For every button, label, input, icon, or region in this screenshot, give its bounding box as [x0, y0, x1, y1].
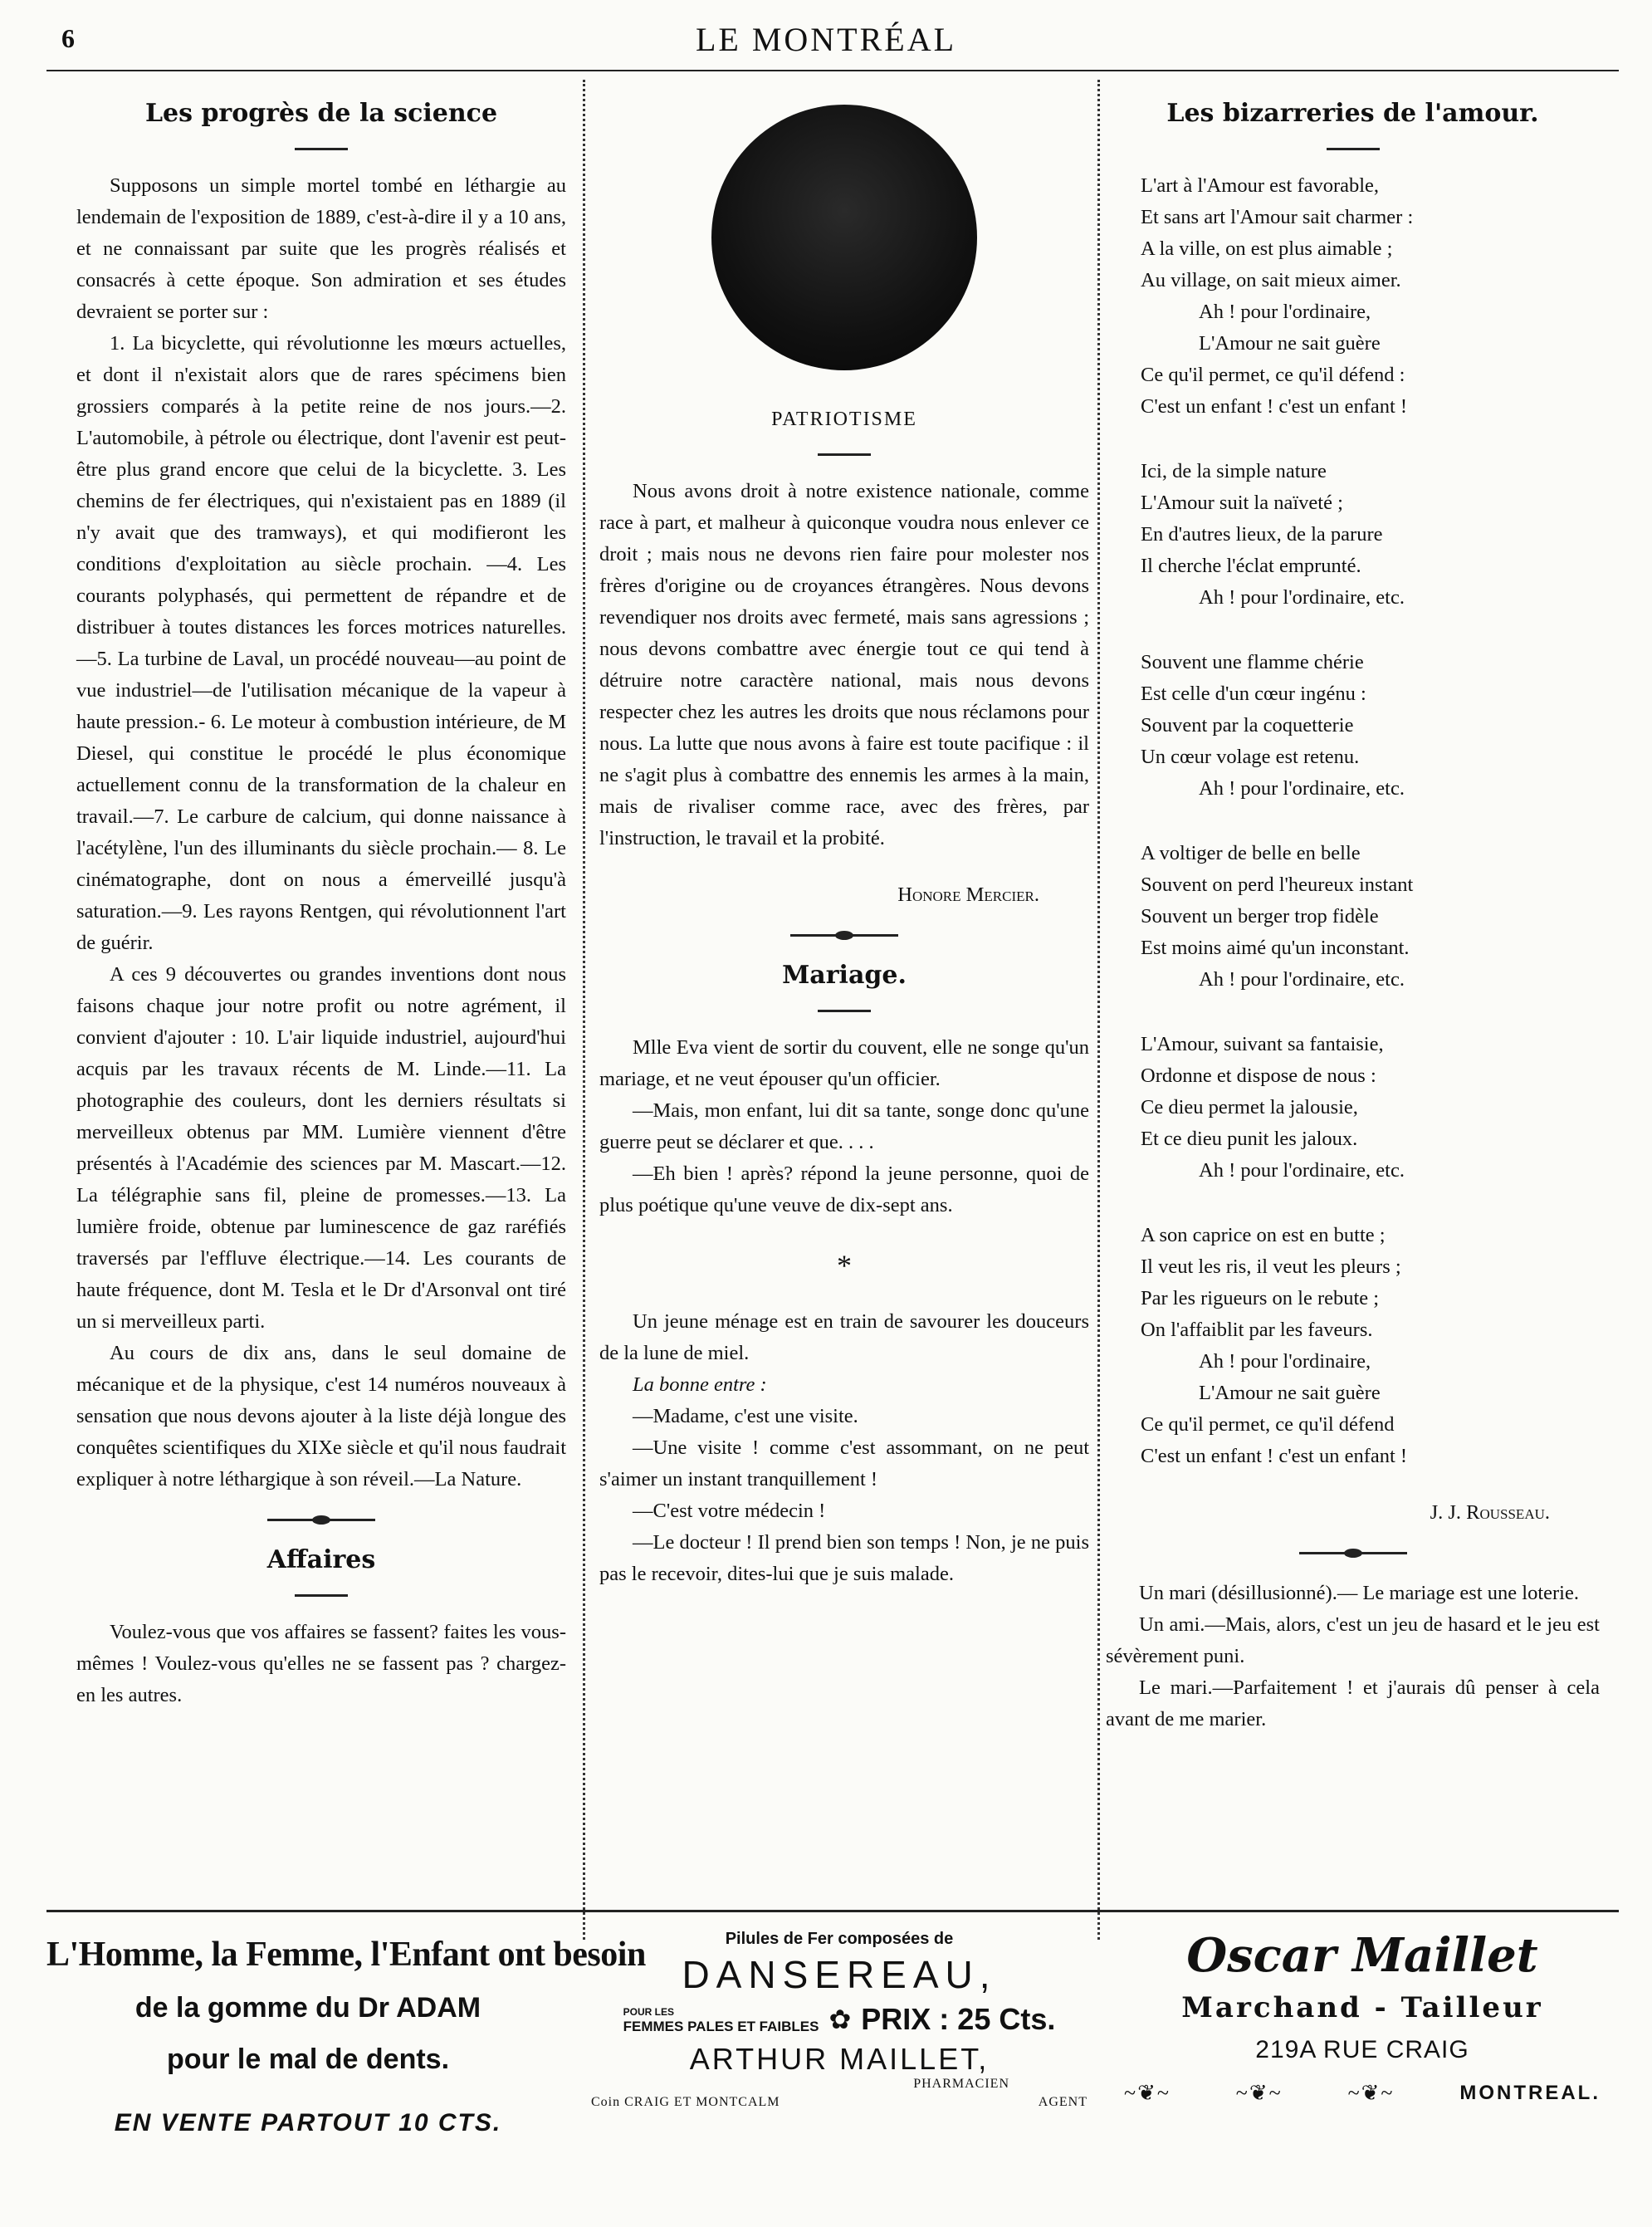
poem-line: Ah ! pour l'ordinaire, etc.: [1199, 586, 1405, 609]
affaires-paragraph: Voulez-vous que vos affaires se fassent? faites les vous-mêmes ! Voulez-vous qu'elles ne se fassent pas ? chargez-en les autres.: [76, 1621, 566, 1706]
affaires-title: Affaires: [266, 1545, 376, 1574]
poem-line: Ici, de la simple nature: [1141, 460, 1327, 482]
title-rule: [295, 1594, 348, 1597]
adam-footer: EN VENTE PARTOUT 10 CTS.: [114, 2109, 502, 2136]
poem-line: Ah ! pour l'ordinaire,: [1199, 1350, 1371, 1373]
poem-line: Souvent un berger trop fidèle: [1141, 905, 1379, 928]
column-divider-2: [1097, 80, 1100, 1940]
poem-line: Un cœur volage est retenu.: [1141, 746, 1360, 768]
adam-line: pour le mal de dents.: [166, 2043, 450, 2075]
dansereau-target: [623, 2004, 819, 2034]
mariage-paragraph: —Le docteur ! Il prend bien son temps ! Non, je ne puis pas le recevoir, dites-lui que je suis malade.: [599, 1531, 1089, 1585]
dansereau-name: ARTHUR MAILLET,: [689, 2042, 990, 2076]
poem-line: Ce qu'il permet, ce qu'il défend: [1141, 1413, 1395, 1436]
mariage-paragraph: —Une visite ! comme c'est assommant, on ne peut s'aimer un instant tranquillement !: [599, 1437, 1089, 1490]
mari-paragraph: Un ami.—Mais, alors, c'est un jeu de hasard et le jeu est sévèrement puni.: [1106, 1613, 1600, 1667]
flourish-icon: ~❦~: [1347, 2081, 1395, 2105]
poem-line: Et sans art l'Amour sait charmer :: [1141, 206, 1414, 228]
section-ornament: [1299, 1552, 1407, 1554]
patriotisme-paragraph: Nous avons droit à notre existence nationale, comme race à part, et malheur à quiconque voudra nous enlever ce droit ; mais nous ne devons rien faire pour molester nos frères d'origine ou de croyances étrangères. Nous devons revendiquer nos droits avec fermeté, mais sans agressions ; nous devons combattre avec énergie tout ce qui tend à détruire notre caractère national, mais nous devons respecter chez les autres les droits que nous réclamons pour nous. La lutte que nous avons à faire est toute pacifique : il ne s'agit plus à combattre des ennemis les armes à la main, mais de rivaliser comme race, avec des frères, par l'instruction, le travail et la probité.: [599, 480, 1089, 849]
dansereau-price: PRIX : 25 Cts.: [861, 2002, 1056, 2036]
flourish-icon: ~❦~: [1235, 2081, 1283, 2105]
header-rule: [46, 70, 1619, 71]
poem-line: Par les rigueurs on le rebute ;: [1141, 1287, 1380, 1309]
poem-line: A son caprice on est en butte ;: [1141, 1224, 1386, 1246]
amour-signature: J. J. Rousseau.: [1430, 1501, 1550, 1524]
advert-adam: [46, 1920, 646, 2185]
poem-stanza: [1106, 1220, 1600, 1472]
maillet-trade: Marchand - Tailleur: [1181, 1991, 1543, 2024]
column-right: [1106, 91, 1600, 1735]
science-paragraph: Supposons un simple mortel tombé en léthargie au lendemain de l'exposition de 1889, c'est-à-dire il y a 10 ans, et ne connaissant par suite que les progrès réalisés et consacrés à cette époque. Son admiration et ses études devraient se porter sur :: [76, 174, 566, 323]
patriotisme-caption: PATRIOTISME: [771, 409, 917, 430]
poem-line: Est celle d'un cœur ingénu :: [1141, 683, 1366, 705]
mari-paragraph: Un mari (désillusionné).— Le mariage est une loterie.: [1139, 1582, 1579, 1604]
science-paragraph: Au cours de dix ans, dans le seul domaine de mécanique et de la physique, c'est 14 numéros nouveaux à sensation que nous devons ajouter à la liste déjà longue des conquêtes scientifiques du XIXe siècle et qu'il nous faudrait expliquer à notre léthargique à son réveil.—La Nature.: [76, 1342, 566, 1490]
dansereau-agent: AGENT: [1038, 2095, 1087, 2109]
poem-line: Ah ! pour l'ordinaire, etc.: [1199, 1159, 1405, 1182]
poem-line: Est moins aimé qu'un inconstant.: [1141, 937, 1410, 959]
mariage-paragraph: —Madame, c'est une visite.: [633, 1405, 858, 1427]
amour-title: Les bizarreries de l'amour.: [1166, 99, 1539, 128]
mariage-paragraph: La bonne entre :: [633, 1373, 767, 1396]
maillet-city-row: [1109, 2081, 1615, 2106]
title-rule: [818, 453, 871, 456]
science-title: Les progrès de la science: [144, 99, 498, 128]
page-number: 6: [61, 23, 75, 53]
adam-line: de la gomme du Dr ADAM: [134, 1992, 481, 2024]
maillet-city: MONTREAL.: [1459, 2082, 1601, 2104]
poem-line: Il veut les ris, il veut les pleurs ;: [1141, 1255, 1401, 1278]
mari-paragraph: Le mari.—Parfaitement ! et j'aurais dû penser à cela avant de me marier.: [1106, 1676, 1600, 1730]
column-middle: [599, 91, 1089, 1590]
poem-line: Ce dieu permet la jalousie,: [1141, 1096, 1358, 1118]
poem-stanza: [1106, 838, 1600, 996]
advert-rule: [46, 1910, 1619, 1912]
poem-stanza: [1106, 170, 1600, 423]
poem-line: Au village, on sait mieux aimer.: [1141, 269, 1401, 291]
dansereau-bottom: [578, 2095, 1101, 2110]
poem-stanza: [1106, 456, 1600, 614]
maillet-address: 219A RUE CRAIG: [1255, 2036, 1469, 2063]
portrait-medallion: [711, 105, 977, 370]
mariage-paragraph: —Mais, mon enfant, lui dit sa tante, songe donc qu'une guerre peut se déclarer et que. . . .: [599, 1099, 1089, 1153]
poem-line: L'Amour suit la naïveté ;: [1141, 492, 1343, 514]
mariage-paragraph: —C'est votre médecin !: [633, 1500, 826, 1522]
poem-line: L'Amour ne sait guère: [1199, 1382, 1381, 1404]
poem-line: Il cherche l'éclat emprunté.: [1141, 555, 1361, 577]
column-divider-1: [583, 80, 585, 1940]
poem-line: Souvent une flamme chérie: [1141, 651, 1364, 673]
poem-line: Ah ! pour l'ordinaire, etc.: [1199, 968, 1405, 991]
dansereau-role: PHARMACIEN: [913, 2077, 1009, 2091]
dansereau-target-text: FEMMES PALES ET FAIBLES: [623, 2019, 819, 2034]
poem-line: Ah ! pour l'ordinaire,: [1199, 301, 1371, 323]
flower-icon: ✿: [828, 2004, 852, 2034]
poem-line: L'Amour ne sait guère: [1199, 332, 1381, 355]
poem-line: Ordonne et dispose de nous :: [1141, 1065, 1376, 1087]
masthead: LE MONTRÉAL: [695, 21, 957, 58]
advert-maillet: [1109, 1920, 1615, 2185]
poem-line: Et ce dieu punit les jaloux.: [1141, 1128, 1358, 1150]
mariage-paragraph: —Eh bien ! après? répond la jeune personne, quoi de plus poétique qu'une veuve de dix-sept ans.: [599, 1162, 1089, 1216]
star-separator: *: [837, 1249, 852, 1282]
section-ornament: [267, 1519, 375, 1521]
title-rule: [1327, 148, 1380, 150]
poem: [1106, 170, 1600, 1472]
mariage-paragraph: Mlle Eva vient de sortir du couvent, elle ne songe qu'un mariage, et ne veut épouser qu'un officier.: [599, 1036, 1089, 1090]
poem-line: A voltiger de belle en belle: [1141, 842, 1361, 864]
poem-line: Ce qu'il permet, ce qu'il défend :: [1141, 364, 1405, 386]
poem-line: Ah ! pour l'ordinaire, etc.: [1199, 777, 1405, 800]
dansereau-price-row: [578, 2002, 1101, 2037]
poem-line: A la ville, on est plus aimable ;: [1141, 237, 1393, 260]
poem-stanza: [1106, 1029, 1600, 1187]
dansereau-corner: Coin CRAIG ET MONTCALM: [591, 2095, 780, 2109]
dansereau-pour: POUR LES: [623, 2006, 674, 2018]
poem-line: C'est un enfant ! c'est un enfant !: [1141, 395, 1408, 418]
poem-line: Souvent par la coquetterie: [1141, 714, 1354, 737]
section-ornament: [790, 934, 898, 937]
flourish-icon: ~❦~: [1124, 2081, 1171, 2105]
patriotisme-signature: Honore Mercier.: [897, 883, 1039, 906]
mariage-title: Mariage.: [782, 961, 907, 990]
poem-stanza: [1106, 647, 1600, 805]
title-rule: [295, 148, 348, 150]
mariage-paragraph: Un jeune ménage est en train de savourer les douceurs de la lune de miel.: [599, 1310, 1089, 1364]
poem-line: L'Amour, suivant sa fantaisie,: [1141, 1033, 1384, 1055]
poem-line: C'est un enfant ! c'est un enfant !: [1141, 1445, 1408, 1467]
poem-line: On l'affaiblit par les faveurs.: [1141, 1319, 1373, 1341]
poem-line: Souvent on perd l'heureux instant: [1141, 874, 1414, 896]
poem-line: En d'autres lieux, de la parure: [1141, 523, 1383, 546]
science-paragraph: 1. La bicyclette, qui révolutionne les mœurs actuelles, et dont il n'existait alors que de rares spécimens bien grossiers comparés à la petite reine de nos jours.—2. L'automobile, à pétrole ou électrique, dont l'avenir est peut-être plus grand encore que celui de la bicyclette. 3. Les chemins de fer électriques, qui n'existaient pas en 1889 (il n'y avait que des tramways), et qui modifieront les conditions d'exploitation au siècle prochain. —4. Les courants polyphasés, qui permettent de répandre et de distribuer à toutes distances les forces motrices naturelles.—5. La turbine de Laval, un procédé nouveau—au point de vue industriel—de l'utilisation mécanique de la vapeur à haute pression.- 6. Le moteur à combustion intérieure, de M Diesel, qui constitue le procédé le plus économique actuellement connu de la transformation de la chaleur en travail.—7. Le carbure de calcium, qui donne naissance à l'acétylène, l'un des illuminants du siècle prochain.— 8. Le cinématographe, dont on nous a émerveillé jusqu'à saturation.—9. Les rayons Rentgen, qui révolutionnent l'art de guérir.: [76, 332, 566, 954]
advert-dansereau: [578, 1920, 1101, 2185]
poem-line: L'art à l'Amour est favorable,: [1141, 174, 1380, 197]
maillet-brand: Oscar Maillet: [1186, 1928, 1538, 1983]
column-left: [76, 91, 566, 1711]
science-paragraph: A ces 9 découvertes ou grandes inventions dont nous faisons chaque jour notre profit ou notre agrément, il convient d'ajouter : 10. L'air liquide industriel, aujourd'hui acquis par les travaux récents de M. Linde.—11. La photographie des couleurs, dont les derniers résultats si merveilleux obtenus par MM. Lumière viennent d'être présentés à l'Académie des sciences par M. Mascart.—12. La télégraphie sans fil, pleine de promesses.—13. La lumière froide, obtenue par luminescence de gaz raréfiés traversés par l'effluve électrique.—14. Les courants de haute fréquence, dont M. Tesla et le Dr d'Arsonval ont tiré un si merveilleux parti.: [76, 963, 566, 1333]
adam-headline: L'Homme, la Femme, l'Enfant ont besoin: [46, 1936, 646, 1974]
dansereau-brand: DANSEREAU,: [682, 1953, 997, 1996]
dansereau-top: Pilules de Fer composées de: [725, 1930, 954, 1948]
title-rule: [818, 1010, 871, 1012]
